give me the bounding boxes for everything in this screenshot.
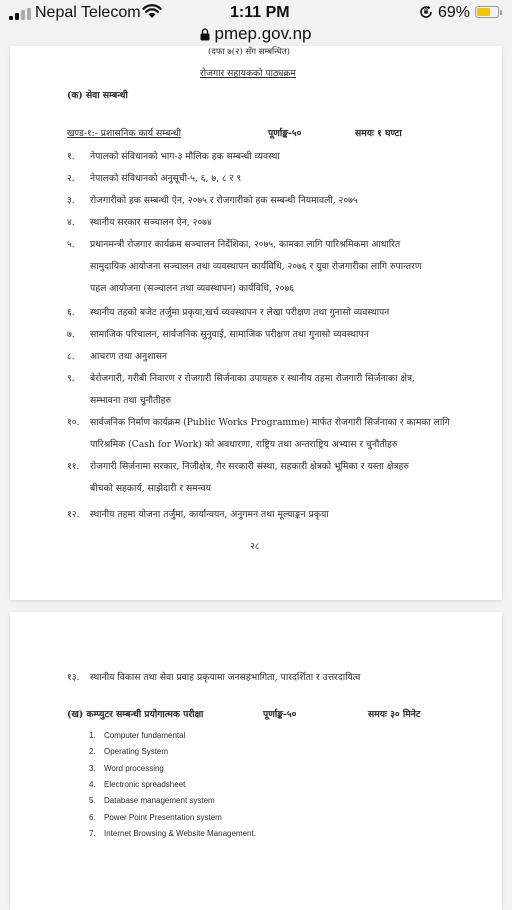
lock-icon (200, 28, 210, 41)
computer-topic-text: Operating System (104, 747, 169, 757)
list-item-number: ४. (67, 217, 75, 228)
battery-percentage: 69% (438, 4, 471, 21)
url-text: pmep.gov.np (214, 24, 312, 43)
list-item-line: रोजगारी सिर्जनामा सरकार, निजीक्षेत्र, गैर सरकारी संस्था, सहकारी क्षेत्रको भूमिका र यस्ता क्षेत्रहरु (90, 461, 409, 472)
computer-topic-number: 6. (89, 812, 96, 822)
document-title: रोजगार सहायकको पाठ्यक्रम (200, 68, 296, 79)
list-item-number: ११. (67, 461, 80, 472)
battery-icon (475, 6, 499, 18)
list-item-line: स्थानीय तहको बजेट तर्जुमा प्रकृया,खर्च व्यवस्थापन र लेखा परीक्षण तथा गुनासो व्यवस्थापन (90, 307, 390, 318)
section-b-time: समयः ३० मिनेट (368, 709, 421, 720)
computer-topic-text: Electronic spreadsheet (104, 779, 186, 789)
list-item-line: प्रधानमन्त्री रोजगार कार्यक्रम सञ्चालन निर्देशिका, २०७५, कामका लागि पारिश्रमिकमा आधारित (90, 239, 401, 250)
list-item-number: १२. (67, 509, 80, 520)
document-page-2[interactable] (10, 612, 502, 910)
list-item-line: नेपालको संविधानको अनुसूची-५, ६, ७, ८ र ९ (90, 173, 242, 184)
cut-header: (दफा ७(२) सँग सम्बन्धित) (208, 47, 291, 57)
item-13-text: स्थानीय विकास तथा सेवा प्रवाह प्रकृयामा जनसहभागिता, पारदर्शिता र उत्तरदायित्व (90, 672, 361, 683)
list-item-line: पारिश्रमिक (Cash for Work) को अवधारणा, राष्ट्रिय तथा अन्तराष्ट्रिय अभ्यास र चुनौतीहरु (90, 439, 398, 450)
list-item-line: रोजगारीको हक सम्बन्धी ऐन, २०७५ र रोजगारीको हक सम्बन्धी नियमावली, २०७५ (90, 195, 358, 206)
list-item-number: ६. (67, 307, 75, 318)
list-item-line: स्थानीय तहमा योजना तर्जुमा, कार्यान्वयन, अनुगमन तथा मूल्याङ्कन प्रकृया (90, 509, 329, 520)
section-a-heading: (क) सेवा सम्बन्धी (67, 90, 128, 101)
rotation-lock-icon (419, 5, 433, 19)
list-item-line: बीचको सहकार्य, साझेदारी र समन्वय (90, 483, 211, 494)
wifi-icon (142, 3, 162, 19)
cellular-signal-icon (9, 8, 33, 20)
section-b-heading: (ख) कम्प्युटर सम्बन्धी प्रयोगात्मक परीक्षा (67, 709, 204, 720)
carrier-name: Nepal Telecom (35, 4, 141, 21)
list-item-line: सम्भावना तथा चुनौतीहरु (90, 395, 172, 406)
computer-topic-number: 3. (89, 763, 96, 773)
subheading-label: खण्ड-१:- प्रशासनिक कार्य सम्बन्धी (67, 128, 182, 139)
computer-topic-text: Database management system (104, 796, 215, 806)
computer-topic-number: 1. (89, 731, 96, 740)
status-bar (0, 0, 512, 26)
list-item-number: ५. (67, 239, 75, 250)
list-item-number: १०. (67, 417, 80, 428)
list-item-number: ७. (67, 329, 75, 340)
list-item-number: ३. (67, 195, 75, 206)
computer-topic-text: Computer fundamental (104, 731, 186, 740)
computer-topic-text: Internet Browsing & Website Management. (104, 828, 256, 838)
list-item-number: ८. (67, 351, 75, 362)
list-item-line: सार्वजनिक निर्माण कार्यक्रम (Public Works Programme) मार्फत रोजगारी सिर्जनाका र कामका लागि (90, 417, 450, 428)
list-item-number: ९. (67, 373, 75, 384)
subheading-time: समयः १ घण्टा (355, 128, 402, 139)
computer-topic-text: Power Point Presentation system (104, 812, 222, 822)
address-bar[interactable] (0, 24, 512, 46)
section-b-marks: पूर्णाङ्क-५० (263, 709, 297, 720)
computer-topic-number: 7. (89, 828, 96, 838)
computer-topic-number: 5. (89, 796, 96, 806)
list-item-line: सामुदायिक आयोजना सञ्चालन तथा व्यवस्थापन कार्यविधि, २०७६ र युवा रोजगारीका लागि रुपान्तरण (90, 261, 422, 272)
clock: 1:11 PM (230, 4, 290, 21)
subheading-marks: पूर्णाङ्क-५० (268, 128, 302, 139)
battery-tip (500, 10, 502, 15)
list-item-line: बेरोजगारी, गरीबी निवारण र रोजगारी सिर्जनाका उपायहरु र स्थानीय तहमा रोजगारी सिर्जनाका क्षेत्र, (90, 373, 415, 384)
list-item-line: सामाजिक परिचालन, सार्वजनिक सुनुवाई, सामाजिक परीक्षण तथा गुनासो व्यवस्थापन (90, 329, 369, 340)
list-item-line: स्थानीय सरकार सञ्चालन ऐन, २०७४ (90, 217, 212, 228)
list-item-number: १. (67, 151, 75, 162)
computer-topic-number: 2. (89, 747, 96, 757)
page-number: २८ (250, 541, 260, 552)
item-13-number: १३. (67, 672, 80, 683)
list-item-line: नेपालको संविधानको भाग-३ मौलिक हक सम्बन्धी व्यवस्था (90, 151, 280, 162)
computer-topic-text: Word processing (104, 763, 164, 773)
list-item-line: पहल आयोजना (सञ्चालन तथा व्यवस्थापन) कार्यविधि, २०७६ (90, 283, 294, 294)
list-item-number: २. (67, 173, 75, 184)
computer-topic-number: 4. (89, 779, 96, 789)
list-item-line: आचरण तथा अनुशासन (90, 351, 168, 362)
document-page-1[interactable] (10, 46, 502, 600)
